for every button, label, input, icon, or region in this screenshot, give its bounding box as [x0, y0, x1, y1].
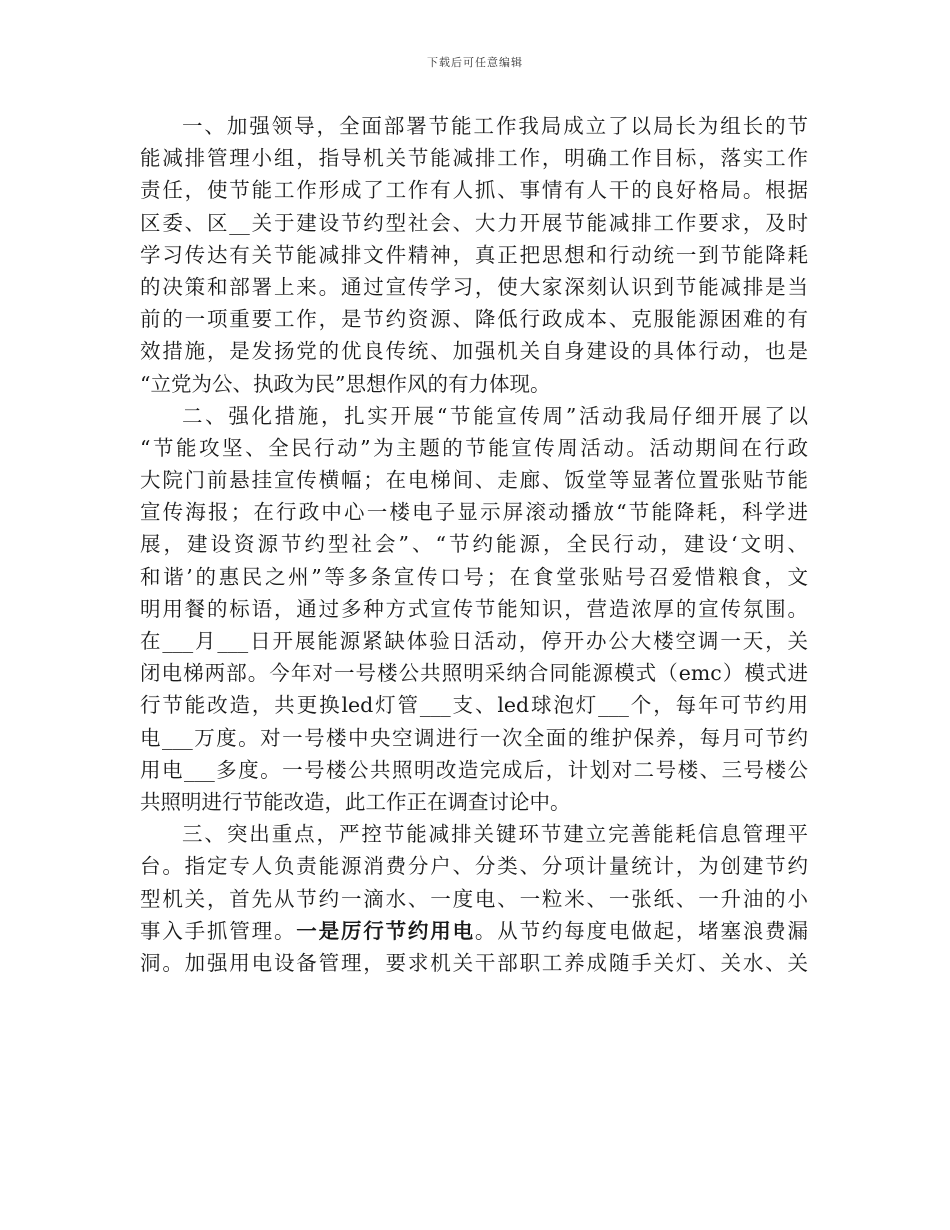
line-text: 前的一项重要工作，是节约资源、降低行政成本、克服能源困难的有: [140, 307, 808, 332]
document-body: [140, 110, 808, 979]
line-text: 明用餐的标语，通过多种方式宣传节能知识，营造浓厚的宣传氛围。: [140, 596, 808, 621]
text-line: [140, 657, 808, 689]
text-line: [140, 915, 808, 947]
text-line: [140, 754, 808, 786]
line-text: 行节能改造，共更换led灯管___支、led球泡灯___个，每年可节约用: [140, 693, 808, 718]
text-line: [140, 207, 808, 239]
line-text: “立党为公、执政为民”思想作风的有力体现。: [140, 371, 551, 396]
text-line: [140, 528, 808, 560]
line-text: 台。指定专人负责能源消费分户、分类、分项计量统计，为创建节约: [140, 854, 808, 879]
text-line: [140, 110, 808, 142]
text-line: [140, 722, 808, 754]
line-text: 闭电梯两部。今年对一号楼公共照明采纳合同能源模式（emc）模式进: [140, 661, 808, 686]
text-line: [140, 947, 808, 979]
bold-emphasis: 一是厉行节约用电: [296, 918, 475, 943]
line-text: 责任，使节能工作形成了工作有人抓、事情有人干的良好格局。根据: [140, 178, 808, 203]
text-line: [140, 883, 808, 915]
line-text: 用电___多度。一号楼公共照明改造完成后，计划对二号楼、三号楼公: [140, 757, 808, 782]
text-line: [140, 689, 808, 721]
line-text: 和谐’的惠民之州”等多条宣传口号；在食堂张贴号召爱惜粮食，文: [140, 564, 808, 589]
line-text: 型机关，首先从节约一滴水、一度电、一粒米、一张纸、一升油的小: [140, 886, 808, 911]
text-line: [140, 142, 808, 174]
line-text: 学习传达有关节能减排文件精神，真正把思想和行动统一到节能降耗: [140, 242, 808, 267]
page-header: 下载后可任意编辑: [427, 56, 523, 69]
line-text: 展，建设资源节约型社会”、“节约能源，全民行动，建设‘文明、: [140, 532, 808, 557]
text-line: [140, 850, 808, 882]
line-text: 大院门前悬挂宣传横幅；在电梯间、走廊、饭堂等显著位置张贴节能: [140, 468, 808, 493]
line-text: 洞。加强用电设备管理，要求机关干部职工养成随手关灯、关水、关: [140, 950, 808, 975]
line-text: 在___月___日开展能源紧缺体验日活动，停开办公大楼空调一天，关: [140, 629, 808, 653]
text-line: [140, 625, 808, 657]
line-text: 的决策和部署上来。通过宣传学习，使大家深刻认识到节能减排是当: [140, 274, 808, 299]
line-text: 能减排管理小组，指导机关节能减排工作，明确工作目标，落实工作: [140, 146, 808, 171]
text-line: [140, 271, 808, 303]
text-line: [140, 368, 808, 400]
text-line: [140, 432, 808, 464]
line-text: “节能攻坚、全民行动”为主题的节能宣传周活动。活动期间在行政: [140, 435, 808, 460]
text-line: [140, 818, 808, 850]
line-text: 区委、区__关于建设节约型社会、大力开展节能减排工作要求，及时: [140, 210, 808, 235]
text-line: [140, 400, 808, 432]
line-text: 二、强化措施，扎实开展“节能宣传周”活动我局仔细开展了以: [182, 403, 808, 428]
line-text: 事入手抓管理。: [140, 918, 297, 943]
line-text-continued: 。从节约每度电做起，堵塞浪费漏: [474, 918, 809, 943]
text-line: [140, 174, 808, 206]
text-line: [140, 303, 808, 335]
line-text: 共照明进行节能改造，此工作正在调查讨论中。: [140, 789, 571, 814]
text-line: [140, 496, 808, 528]
text-line: [140, 335, 808, 367]
line-text: 一、加强领导，全面部署节能工作我局成立了以局长为组长的节: [182, 114, 808, 138]
text-line: [140, 561, 808, 593]
text-line: [140, 464, 808, 496]
line-text: 效措施，是发扬党的优良传统、加强机关自身建设的具体行动，也是: [140, 339, 808, 364]
line-text: 宣传海报；在行政中心一楼电子显示屏滚动播放“节能降耗，科学进: [140, 500, 808, 525]
text-line: [140, 593, 808, 625]
line-text: 电___万度。对一号楼中央空调进行一次全面的维护保养，每月可节约: [140, 725, 808, 750]
line-text: 三、突出重点，严控节能减排关键环节建立完善能耗信息管理平: [182, 822, 808, 847]
text-line: [140, 239, 808, 271]
text-line: [140, 786, 808, 818]
